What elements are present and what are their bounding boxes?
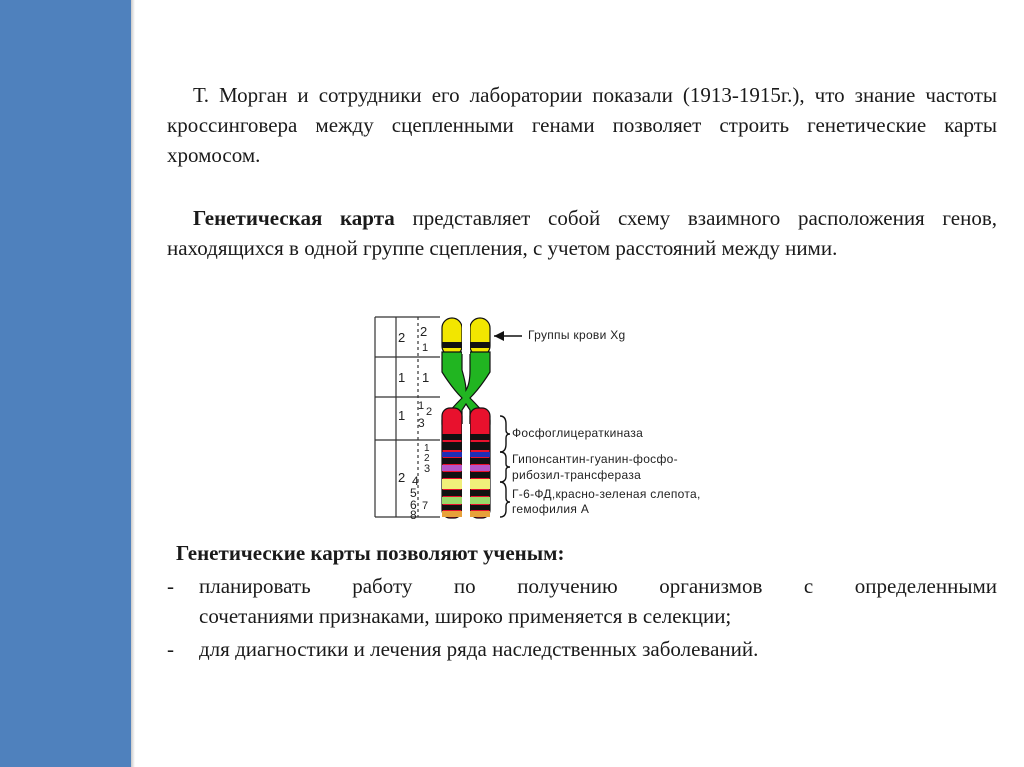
label-hgprt-line1: Гипонсантин-гуанин-фосфо- — [512, 452, 678, 466]
band-number: 1 — [398, 408, 406, 423]
label-hgprt-line2: рибозил-трансфераза — [512, 468, 642, 482]
band-number: 1 — [398, 370, 406, 385]
band-number: 4 — [412, 474, 419, 488]
term-genetic-map: Генетическая карта — [193, 206, 395, 230]
sidebar-shadow — [131, 0, 135, 767]
definition-text: представляет собой схему взаимного расположения генов, находящихся в одной группе сцепления, с учетом расстояний между ними. — [167, 206, 997, 260]
band-number: 3 — [418, 416, 425, 430]
band-number: 8 — [410, 508, 417, 522]
paragraph-morgan — [167, 80, 997, 170]
list-item-line: для диагностики и лечения ряда наследственных заболеваний. — [199, 637, 759, 661]
list-item-text — [199, 634, 997, 664]
band-number: 6 — [410, 498, 417, 512]
band-number: 1 — [424, 443, 430, 454]
list-item-text — [199, 571, 997, 631]
x-chromosome-genetic-map-figure — [370, 312, 760, 522]
chromosome — [442, 314, 490, 519]
list-item-line: планировать работу по получению организмов с определенными — [199, 574, 997, 598]
band-number: 1 — [422, 370, 430, 385]
band-number: 5 — [410, 486, 417, 500]
label-g6pd-line1: Г-6-ФД,красно-зеленая слепота, — [512, 487, 701, 501]
gene-braces — [500, 416, 510, 517]
band-number: 2 — [398, 470, 406, 485]
band-number: 1 — [418, 400, 425, 412]
sidebar-accent-bar — [0, 0, 131, 767]
label-blood-group-xg: Группы крови Xg — [528, 328, 626, 342]
paragraph-morgan-text: Т. Морган и сотрудники его лаборатории показали (1913-1915г.), что знание частоты кроссинговера между сцепленными генами позволяет строить генетические карты хромосом. — [167, 83, 997, 167]
band-number: 2 — [398, 330, 406, 345]
uses-heading: Генетические карты позволяют ученым: — [176, 541, 565, 565]
label-g6pd-line2: гемофилия А — [512, 502, 590, 516]
list-dash: - — [167, 637, 174, 661]
band-number: 1 — [422, 342, 429, 354]
band-number: 2 — [420, 324, 428, 339]
band-number: 3 — [424, 463, 431, 475]
label-phosphoglycerate-kinase: Фосфоглицераткиназа — [512, 426, 644, 440]
list-dash: - — [167, 574, 174, 598]
band-number: 2 — [424, 453, 430, 464]
band-number: 2 — [426, 406, 433, 418]
band-number: 7 — [422, 500, 429, 512]
blood-group-arrow — [494, 331, 522, 341]
list-item-line: сочетаниями признаками, широко применяется в селекции; — [199, 604, 732, 628]
paragraph-genetic-map-definition — [167, 203, 997, 263]
